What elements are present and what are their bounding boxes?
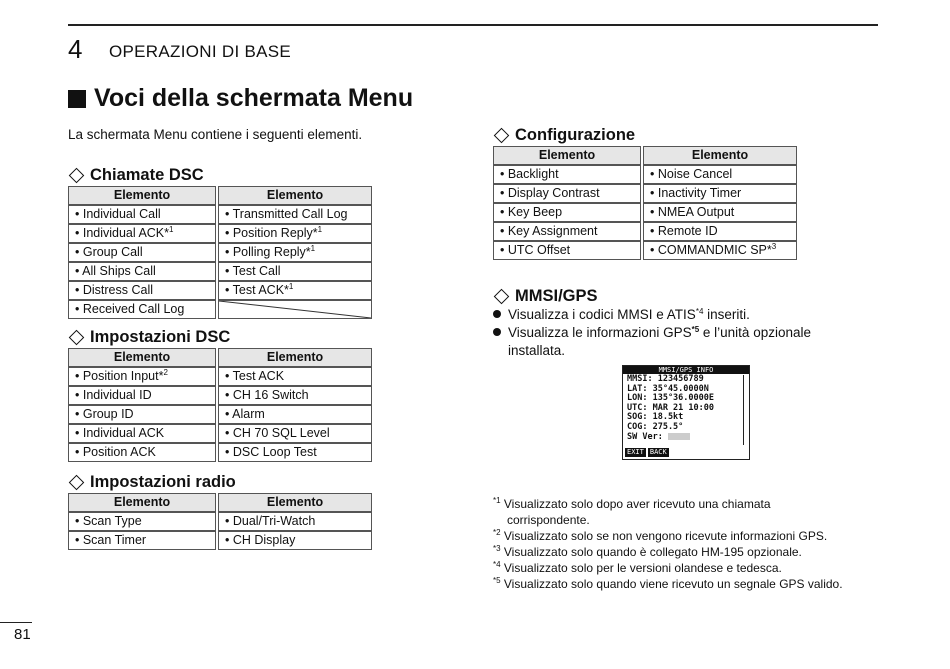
table-row <box>68 367 372 386</box>
table-chiamate-dsc <box>68 186 372 319</box>
table-row <box>68 205 372 224</box>
table-cell: • Test Call <box>218 262 372 281</box>
table-configurazione <box>493 146 797 260</box>
table-cell: • Transmitted Call Log <box>218 205 372 224</box>
diamond-icon <box>69 475 85 491</box>
footnote-marker: 1 <box>317 225 323 234</box>
table-cell: • Position Input*$^2$ <box>68 367 216 386</box>
table-cell: • Position ACK <box>68 443 216 462</box>
table-cell: • Group Call <box>68 243 216 262</box>
table-impostazioni-dsc <box>68 348 372 462</box>
column-header: Elemento <box>643 146 797 165</box>
table-cell: • Polling Reply*$^1$ <box>218 243 372 262</box>
intro-text: La schermata Menu contiene i seguenti elementi. <box>68 127 363 142</box>
table-row <box>68 405 372 424</box>
subsection-title: Chiamate DSC <box>90 166 204 184</box>
footnote-marker: 1 <box>169 225 174 234</box>
diamond-icon <box>494 289 510 305</box>
table-cell: • Individual ID <box>68 386 216 405</box>
lcd-rows <box>623 374 749 443</box>
column-header: Elemento <box>493 146 641 165</box>
bullet-dot-icon <box>493 310 501 318</box>
table-cell: • CH 16 Switch <box>218 386 372 405</box>
lcd-sog: SOG: 18.5kt <box>627 412 684 423</box>
table-cell: • Received Call Log <box>68 300 216 319</box>
table-row <box>68 262 372 281</box>
bullet-dot-icon <box>493 328 501 336</box>
lcd-header: MMSI/GPS INFO <box>623 366 749 374</box>
table-row <box>493 184 797 203</box>
diamond-icon <box>494 128 510 144</box>
column-header: Elemento <box>68 186 216 205</box>
subsection-title: Impostazioni radio <box>90 473 236 491</box>
page-number: 81 <box>14 626 31 643</box>
table-row <box>68 300 372 319</box>
table-cell: • Noise Cancel <box>643 165 797 184</box>
lcd-lon: LON: 135°36.0000E <box>627 393 714 404</box>
table-cell: • Dual/Tri-Watch <box>218 512 372 531</box>
exit-softkey: EXIT <box>627 448 644 456</box>
lcd-utc: UTC: MAR 21 10:00 <box>627 402 714 413</box>
diamond-icon <box>69 330 85 346</box>
table-cell: • All Ships Call <box>68 262 216 281</box>
subsection-mmsi-gps <box>493 287 598 306</box>
bullet-gps: Visualizza le informazioni GPS$^{*5}$ e l’unità opzionale installata. <box>493 324 811 360</box>
page-number-rule <box>0 622 32 623</box>
blurred-version <box>668 433 690 440</box>
table-row <box>68 512 372 531</box>
subsection-impostazioni-radio <box>68 473 236 492</box>
table-cell: • COMMANDMIC SP*$^3$ <box>643 241 797 260</box>
table-cell: • Individual ACK <box>68 424 216 443</box>
footnote-marker: *4 <box>695 307 704 316</box>
footnote-1: $^{*1}$ Visualizzato solo dopo aver ricevuto una chiamata corrispondente. <box>493 496 771 527</box>
lcd-screen-mmsi-gps <box>622 365 750 460</box>
table-row <box>68 281 372 300</box>
table-cell: • Key Assignment <box>493 222 641 241</box>
table-cell: • Individual Call <box>68 205 216 224</box>
table-cell: • Remote ID <box>643 222 797 241</box>
column-header: Elemento <box>68 348 216 367</box>
footnote-marker: 3 <box>771 242 777 251</box>
subsection-chiamate-dsc <box>68 166 204 185</box>
footnote-5: $^{*5}$ Visualizzato solo quando viene ricevuto un segnale GPS valido. <box>493 576 843 591</box>
table-cell: • Backlight <box>493 165 641 184</box>
lcd-lat: LAT: 35°45.0000N <box>627 383 709 394</box>
table-cell: • Key Beep <box>493 203 641 222</box>
table-row <box>68 243 372 262</box>
table-row <box>68 531 372 550</box>
subsection-title: Impostazioni DSC <box>90 328 231 346</box>
back-softkey: BACK <box>649 448 667 456</box>
footnote-marker: 1 <box>310 244 316 253</box>
table-row <box>493 165 797 184</box>
table-row <box>68 443 372 462</box>
column-header: Elemento <box>68 493 216 512</box>
subsection-title: Configurazione <box>515 126 636 144</box>
square-bullet-icon <box>68 90 86 108</box>
table-row <box>68 424 372 443</box>
table-cell: • Distress Call <box>68 281 216 300</box>
subsection-title: MMSI/GPS <box>515 287 598 305</box>
footnote-3: $^{*3}$ Visualizzato solo quando è collegato HM-195 opzionale. <box>493 544 802 559</box>
table-cell: • NMEA Output <box>643 203 797 222</box>
diagonal-strike <box>219 301 371 318</box>
top-rule <box>68 24 878 26</box>
footnote-marker: 1 <box>288 282 294 291</box>
empty-cell <box>218 300 372 319</box>
column-header: Elemento <box>218 186 372 205</box>
table-row <box>68 224 372 243</box>
table-cell: • Group ID <box>68 405 216 424</box>
footnote-marker: *5 <box>691 325 700 334</box>
table-cell: • Display Contrast <box>493 184 641 203</box>
table-row <box>493 222 797 241</box>
table-cell: • Scan Timer <box>68 531 216 550</box>
table-row <box>493 203 797 222</box>
lcd-sw-version: SW Ver: <box>627 433 745 443</box>
lcd-cog: COG: 275.5° <box>627 421 684 432</box>
section-title <box>68 84 413 113</box>
diamond-icon <box>69 168 85 184</box>
table-cell: • UTC Offset <box>493 241 641 260</box>
table-cell: • Test ACK <box>218 367 372 386</box>
table-impostazioni-radio <box>68 493 372 550</box>
subsection-impostazioni-dsc <box>68 328 230 347</box>
table-cell: • CH Display <box>218 531 372 550</box>
chapter-number: 4 <box>68 34 83 64</box>
lcd-softkeys <box>625 448 669 457</box>
table-row <box>68 386 372 405</box>
table-cell: • Individual ACK*$^1$ <box>68 224 216 243</box>
column-header: Elemento <box>218 493 372 512</box>
table-cell: • Position Reply*$^1$ <box>218 224 372 243</box>
footnote-4: $^{*4}$ Visualizzato solo per le versioni olandese e tedesca. <box>493 560 782 575</box>
table-cell: • Alarm <box>218 405 372 424</box>
table-row <box>493 241 797 260</box>
lcd-scrollbar <box>743 375 748 445</box>
column-header: Elemento <box>218 348 372 367</box>
table-cell: • Scan Type <box>68 512 216 531</box>
footnote-2: $^{*2}$ Visualizzato solo se non vengono ricevute informazioni GPS. <box>493 528 828 543</box>
chapter-title: OPERAZIONI DI BASE <box>109 42 292 61</box>
table-cell: • Test ACK*$^1$ <box>218 281 372 300</box>
table-cell: • CH 70 SQL Level <box>218 424 372 443</box>
table-cell: • DSC Loop Test <box>218 443 372 462</box>
table-cell: • Inactivity Timer <box>643 184 797 203</box>
bullet-mmsi: Visualizza i codici MMSI e ATIS$^{*4}$ inseriti. <box>493 306 750 324</box>
footnote-marker: 2 <box>163 368 168 377</box>
section-title-text: Voci della schermata Menu <box>94 84 414 112</box>
subsection-configurazione <box>493 126 635 145</box>
lcd-mmsi: MMSI: 123456789 <box>627 374 704 384</box>
